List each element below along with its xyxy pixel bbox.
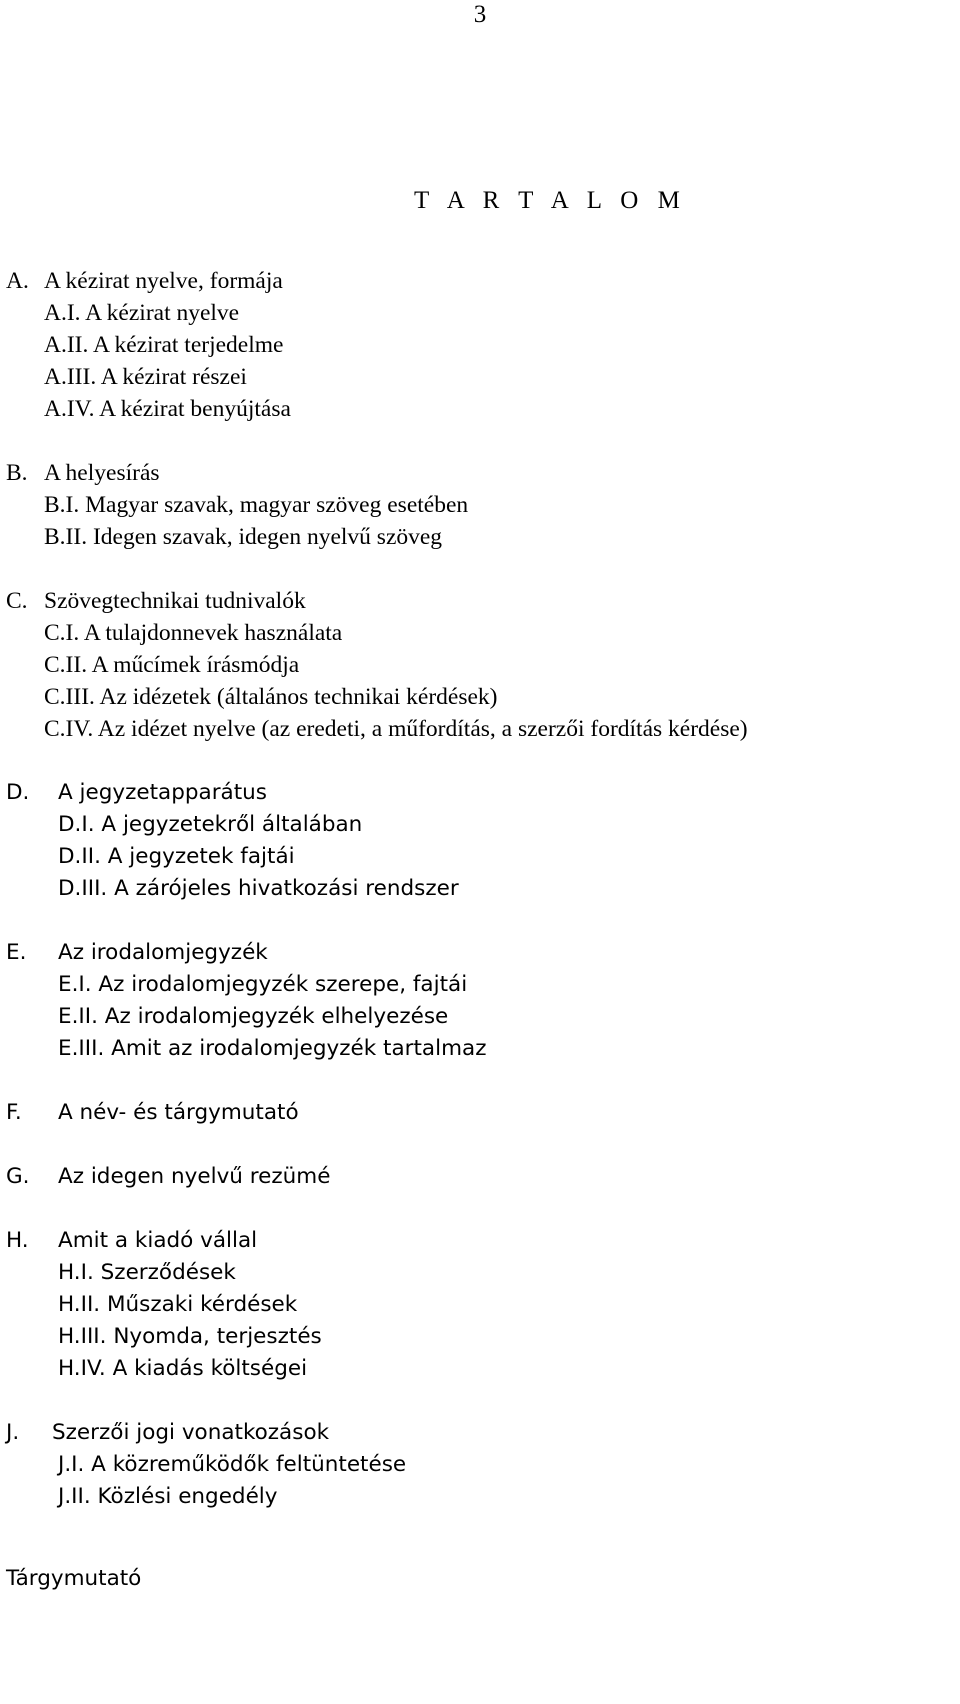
section-letter: C. (6, 588, 28, 614)
subsection-item: A.IV. A kézirat benyújtása (44, 396, 291, 422)
subsection-item: D.I. A jegyzetekről általában (58, 812, 363, 837)
section-heading: A jegyzetapparátus (58, 780, 267, 805)
section-heading: Szövegtechnikai tudnivalók (44, 588, 306, 614)
page-number: 3 (473, 1, 487, 28)
subsection-item: H.IV. A kiadás költségei (58, 1356, 308, 1381)
subsection-item: E.I. Az irodalomjegyzék szerepe, fajtái (58, 972, 468, 997)
section-heading: A név- és tárgymutató (58, 1100, 299, 1125)
section-letter: H. (6, 1228, 29, 1253)
index-entry: Tárgymutató (6, 1566, 142, 1591)
section-heading: A helyesírás (44, 460, 160, 486)
subsection-item: E.II. Az irodalomjegyzék elhelyezése (58, 1004, 449, 1029)
subsection-item: A.II. A kézirat terjedelme (44, 332, 284, 358)
subsection-item: H.I. Szerződések (58, 1260, 236, 1285)
subsection-item: D.III. A zárójeles hivatkozási rendszer (58, 876, 459, 901)
section-letter: D. (6, 780, 30, 805)
subsection-item: H.II. Műszaki kérdések (58, 1292, 298, 1317)
section-letter: J. (6, 1420, 20, 1445)
subsection-item: A.III. A kézirat részei (44, 364, 247, 390)
subsection-item: H.III. Nyomda, terjesztés (58, 1324, 322, 1349)
section-heading: A kézirat nyelve, formája (44, 268, 283, 294)
section-letter: E. (6, 940, 27, 965)
subsection-item: C.IV. Az idézet nyelve (az eredeti, a műfordítás, a szerzői fordítás kérdése) (44, 716, 748, 742)
subsection-item: C.II. A műcímek írásmódja (44, 652, 300, 678)
page-title: T A R T A L O M (414, 187, 687, 214)
subsection-item: C.III. Az idézetek (általános technikai kérdések) (44, 684, 498, 710)
section-heading: Az irodalomjegyzék (58, 940, 268, 965)
subsection-item: A.I. A kézirat nyelve (44, 300, 240, 326)
subsection-item: J.I. A közreműködők feltüntetése (58, 1452, 407, 1477)
section-heading: Szerzői jogi vonatkozások (52, 1420, 330, 1445)
section-letter: B. (6, 460, 28, 486)
section-letter: A. (6, 268, 29, 294)
section-letter: F. (6, 1100, 22, 1125)
subsection-item: E.III. Amit az irodalomjegyzék tartalmaz (58, 1036, 487, 1061)
subsection-item: D.II. A jegyzetek fajtái (58, 844, 295, 869)
section-letter: G. (6, 1164, 30, 1189)
section-heading: Az idegen nyelvű rezümé (58, 1164, 331, 1189)
subsection-item: B.I. Magyar szavak, magyar szöveg esetében (44, 492, 469, 518)
subsection-item: B.II. Idegen szavak, idegen nyelvű szöveg (44, 524, 443, 550)
section-heading: Amit a kiadó vállal (58, 1228, 258, 1253)
subsection-item: C.I. A tulajdonnevek használata (44, 620, 343, 646)
subsection-item: J.II. Közlési engedély (58, 1484, 278, 1509)
